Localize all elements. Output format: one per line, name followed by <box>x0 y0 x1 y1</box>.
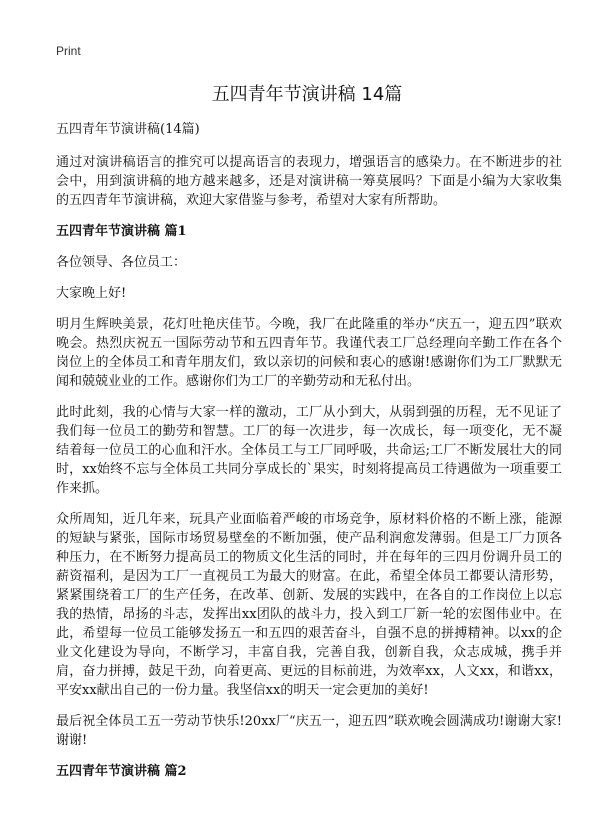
paragraph-closing: 最后祝全体员工五一劳动节快乐!20xx厂“庆五一，迎五四”联欢晚会圆满成功!谢谢大家!谢谢! <box>56 714 562 748</box>
paragraph-greeting: 大家晚上好! <box>56 286 127 301</box>
section-heading-2: 五四青年节演讲稿 篇2 <box>56 764 187 779</box>
document-subtitle: 五四青年节演讲稿(14篇) <box>56 122 200 137</box>
document-body <box>56 120 562 793</box>
paragraph-reflection: 此时此刻，我的心情与大家一样的激动，工厂从小到大，从弱到强的历程，无不见证了我们每一位员工的勤劳和智慧。工厂的每一次进步，每一次成长，每一项变化，无不凝结着每一位员工的心血和汗水。全体员工与工厂同呼吸，共命运;工厂不断发展壮大的同时，xx始终不忘与全体员工共同分享成长的`果实，时刻将提高员工待遇做为一项重要工作来抓。 <box>56 405 562 496</box>
print-link[interactable]: Print <box>56 44 81 58</box>
paragraph-opening: 明月生辉映美景，花灯吐艳庆佳节。今晚，我厂在此隆重的举办“庆五一，迎五四”联欢晚会。热烈庆祝五一国际劳动节和五四青年节。我谨代表工厂总经理向辛勤工作在各个岗位上的全体员工和青年朋友们，致以亲切的问候和衷心的感谢!感谢你们为工厂默默无闻和兢兢业业的工作。感谢你们为工厂的辛勤劳动和无私付出。 <box>56 317 562 389</box>
paragraph-salutation: 各位领导、各位员工： <box>56 255 187 270</box>
page-title: 五四青年节演讲稿 14篇 <box>211 84 403 105</box>
paragraph-market: 众所周知，近几年来，玩具产业面临着严峻的市场竞争，原材料价格的不断上涨，能源的短缺与紧张，国际市场贸易壁垒的不断加强，使产品利润愈发薄弱。但是工厂力顶各种压力，在不断努力提高员工的物质文化生活的同时，并在每年的三四月份调升员工的薪资福利，是因为工厂一直视员工为最大的财富。在此，希望全体员工都要认清形势，紧紧围绕着工厂的生产任务，在改革、创新、发展的实践中，在各自的工作岗位上以忘我的热情，昂扬的斗志，发挥出xx团队的战斗力，投入到工厂新一轮的宏图伟业中。在此，希望每一位员工能够发扬五一和五四的艰苦奋斗，自强不息的拼搏精神。以xx的企业文化建设为导向，不断学习，丰富自我，完善自我，创新自我，众志成城，携手并肩，奋力拼搏，鼓足干劲，向着更高、更远的目标前进，为效率xx，人文xx，和谐xx，平安xx献出自己的一份力量。我坚信xx的明天一定会更加的美好! <box>56 512 562 698</box>
section-heading-1: 五四青年节演讲稿 篇1 <box>56 224 187 239</box>
intro-paragraph: 通过对演讲稿语言的推究可以提高语言的表现力，增强语言的感染力。在不断进步的社会中，用到演讲稿的地方越来越多，还是对演讲稿一筹莫展吗？下面是小编为大家收集的五四青年节演讲稿，欢迎大家借鉴与参考，希望对大家有所帮助。 <box>56 155 562 208</box>
